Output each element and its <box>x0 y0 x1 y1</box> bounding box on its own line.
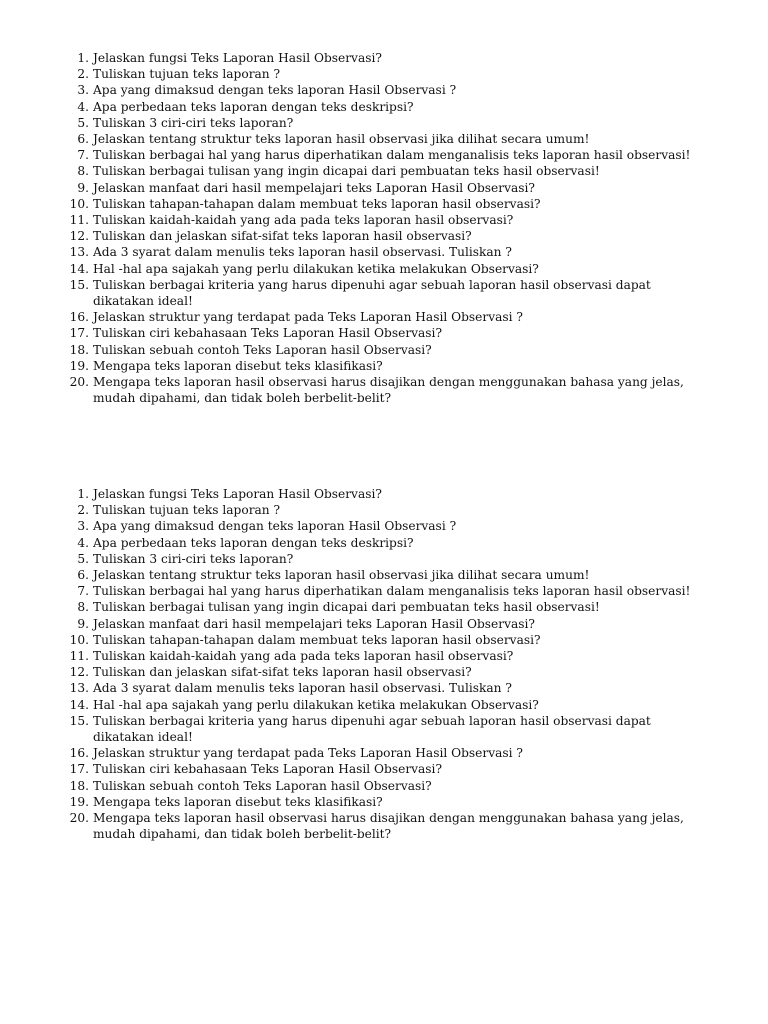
question-text: Mengapa teks laporan disebut teks klasifikasi? <box>93 794 383 809</box>
question-text: Hal -hal apa sajakah yang perlu dilakukan ketika melakukan Observasi? <box>93 261 539 276</box>
question-item <box>60 680 700 696</box>
question-text: Tuliskan tahapan-tahapan dalam membuat teks laporan hasil observasi? <box>93 632 541 647</box>
question-number: 1. <box>77 51 89 65</box>
question-list-second <box>60 486 700 842</box>
question-item <box>60 761 700 777</box>
question-text: Tuliskan 3 ciri-ciri teks laporan? <box>93 115 294 130</box>
question-number: 15. <box>69 277 89 292</box>
question-item <box>60 309 700 325</box>
question-item <box>60 745 700 761</box>
question-number: 10. <box>69 196 89 211</box>
question-text: Jelaskan tentang struktur teks laporan hasil observasi jika dilihat secara umum! <box>93 132 590 147</box>
question-text: Tuliskan ciri kebahasaan Teks Laporan Hasil Observasi? <box>93 762 442 777</box>
question-number: 19. <box>69 794 89 809</box>
question-number: 3. <box>77 83 89 98</box>
question-item <box>60 342 700 358</box>
question-item <box>60 147 700 163</box>
question-text: Tuliskan 3 ciri-ciri teks laporan? <box>93 551 294 566</box>
question-text: Apa yang dimaksud dengan teks laporan Hasil Observasi ? <box>93 519 457 534</box>
question-item <box>60 778 700 794</box>
question-number: 15. <box>69 713 89 728</box>
question-number: 10. <box>69 632 89 647</box>
question-list-first <box>60 50 700 406</box>
question-number: 6. <box>77 568 89 583</box>
question-text: Tuliskan berbagai tulisan yang ingin dicapai dari pembuatan teks hasil observasi! <box>93 600 600 615</box>
question-text: Ada 3 syarat dalam menulis teks laporan hasil observasi. Tuliskan ? <box>93 681 512 696</box>
question-text: Tuliskan sebuah contoh Teks Laporan hasil Observasi? <box>93 342 432 357</box>
question-text: Apa yang dimaksud dengan teks laporan Hasil Observasi ? <box>93 83 457 98</box>
question-text: Tuliskan berbagai kriteria yang harus dipenuhi agar sebuah laporan hasil observasi dapat dikatakan ideal! <box>93 713 651 745</box>
question-number: 16. <box>69 746 89 761</box>
question-text: Ada 3 syarat dalam menulis teks laporan hasil observasi. Tuliskan ? <box>93 245 512 260</box>
question-text: Tuliskan tujuan teks laporan ? <box>93 67 281 82</box>
question-text: Tuliskan dan jelaskan sifat-sifat teks laporan hasil observasi? <box>93 229 472 244</box>
question-text: Jelaskan manfaat dari hasil mempelajari teks Laporan Hasil Observasi? <box>93 616 535 631</box>
question-item <box>60 277 700 309</box>
question-item <box>60 374 700 406</box>
question-item <box>60 50 700 66</box>
question-text: Tuliskan tahapan-tahapan dalam membuat teks laporan hasil observasi? <box>93 196 541 211</box>
question-text: Apa perbedaan teks laporan dengan teks deskripsi? <box>93 99 414 114</box>
question-item <box>60 535 700 551</box>
question-number: 7. <box>77 148 89 163</box>
question-item <box>60 131 700 147</box>
question-number: 20. <box>69 811 89 826</box>
question-number: 18. <box>69 778 89 793</box>
question-text: Jelaskan tentang struktur teks laporan hasil observasi jika dilihat secara umum! <box>93 568 590 583</box>
question-item <box>60 244 700 260</box>
question-item <box>60 228 700 244</box>
question-item <box>60 261 700 277</box>
question-item <box>60 648 700 664</box>
question-item <box>60 567 700 583</box>
question-number: 9. <box>77 180 89 195</box>
question-number: 20. <box>69 375 89 390</box>
question-item <box>60 99 700 115</box>
question-item <box>60 115 700 131</box>
question-text: Hal -hal apa sajakah yang perlu dilakukan ketika melakukan Observasi? <box>93 697 539 712</box>
question-number: 9. <box>77 616 89 631</box>
question-number: 2. <box>77 503 89 518</box>
question-text: Tuliskan berbagai tulisan yang ingin dicapai dari pembuatan teks hasil observasi! <box>93 164 600 179</box>
question-number: 8. <box>77 164 89 179</box>
question-item <box>60 212 700 228</box>
question-number: 4. <box>77 535 89 550</box>
question-text: Jelaskan fungsi Teks Laporan Hasil Observasi? <box>93 51 382 65</box>
question-text: Tuliskan sebuah contoh Teks Laporan hasil Observasi? <box>93 778 432 793</box>
question-text: Jelaskan manfaat dari hasil mempelajari teks Laporan Hasil Observasi? <box>93 180 535 195</box>
question-number: 7. <box>77 584 89 599</box>
question-number: 12. <box>69 665 89 680</box>
question-item <box>60 196 700 212</box>
question-number: 2. <box>77 67 89 82</box>
question-item <box>60 66 700 82</box>
question-text: Tuliskan berbagai kriteria yang harus dipenuhi agar sebuah laporan hasil observasi dapat dikatakan ideal! <box>93 277 651 309</box>
question-item <box>60 325 700 341</box>
question-number: 6. <box>77 132 89 147</box>
question-item <box>60 82 700 98</box>
question-text: Tuliskan dan jelaskan sifat-sifat teks laporan hasil observasi? <box>93 665 472 680</box>
question-number: 17. <box>69 326 89 341</box>
question-number: 13. <box>69 681 89 696</box>
question-item <box>60 713 700 745</box>
question-item <box>60 551 700 567</box>
question-text: Jelaskan struktur yang terdapat pada Teks Laporan Hasil Observasi ? <box>93 746 523 761</box>
question-text: Mengapa teks laporan hasil observasi harus disajikan dengan menggunakan bahasa yang jelas, mudah dipahami, dan tidak boleh berbelit-belit? <box>93 811 684 842</box>
question-item <box>60 664 700 680</box>
question-item <box>60 632 700 648</box>
question-item <box>60 697 700 713</box>
question-item <box>60 163 700 179</box>
question-number: 5. <box>77 115 89 130</box>
question-number: 19. <box>69 358 89 373</box>
question-item <box>60 794 700 810</box>
question-item <box>60 583 700 599</box>
question-item <box>60 486 700 502</box>
question-number: 1. <box>77 487 89 501</box>
question-number: 11. <box>69 649 89 664</box>
question-number: 11. <box>69 213 89 228</box>
question-number: 12. <box>69 229 89 244</box>
question-item <box>60 180 700 196</box>
question-text: Jelaskan struktur yang terdapat pada Teks Laporan Hasil Observasi ? <box>93 310 523 325</box>
question-number: 16. <box>69 310 89 325</box>
question-text: Jelaskan fungsi Teks Laporan Hasil Observasi? <box>93 487 382 501</box>
question-number: 17. <box>69 762 89 777</box>
question-item <box>60 599 700 615</box>
question-item <box>60 502 700 518</box>
question-number: 18. <box>69 342 89 357</box>
question-number: 13. <box>69 245 89 260</box>
question-text: Tuliskan kaidah-kaidah yang ada pada teks laporan hasil observasi? <box>93 213 514 228</box>
question-text: Apa perbedaan teks laporan dengan teks deskripsi? <box>93 535 414 550</box>
question-item <box>60 616 700 632</box>
question-number: 4. <box>77 99 89 114</box>
question-text: Mengapa teks laporan hasil observasi harus disajikan dengan menggunakan bahasa yang jelas, mudah dipahami, dan tidak boleh berbelit-belit? <box>93 375 684 406</box>
question-text: Tuliskan kaidah-kaidah yang ada pada teks laporan hasil observasi? <box>93 649 514 664</box>
question-number: 5. <box>77 551 89 566</box>
question-item <box>60 810 700 842</box>
question-item <box>60 518 700 534</box>
question-text: Tuliskan berbagai hal yang harus diperhatikan dalam menganalisis teks laporan hasil observasi! <box>93 148 691 163</box>
question-number: 14. <box>69 261 89 276</box>
question-number: 14. <box>69 697 89 712</box>
question-text: Tuliskan ciri kebahasaan Teks Laporan Hasil Observasi? <box>93 326 442 341</box>
question-text: Tuliskan berbagai hal yang harus diperhatikan dalam menganalisis teks laporan hasil observasi! <box>93 584 691 599</box>
question-number: 8. <box>77 600 89 615</box>
question-number: 3. <box>77 519 89 534</box>
question-item <box>60 358 700 374</box>
question-text: Mengapa teks laporan disebut teks klasifikasi? <box>93 358 383 373</box>
question-text: Tuliskan tujuan teks laporan ? <box>93 503 281 518</box>
